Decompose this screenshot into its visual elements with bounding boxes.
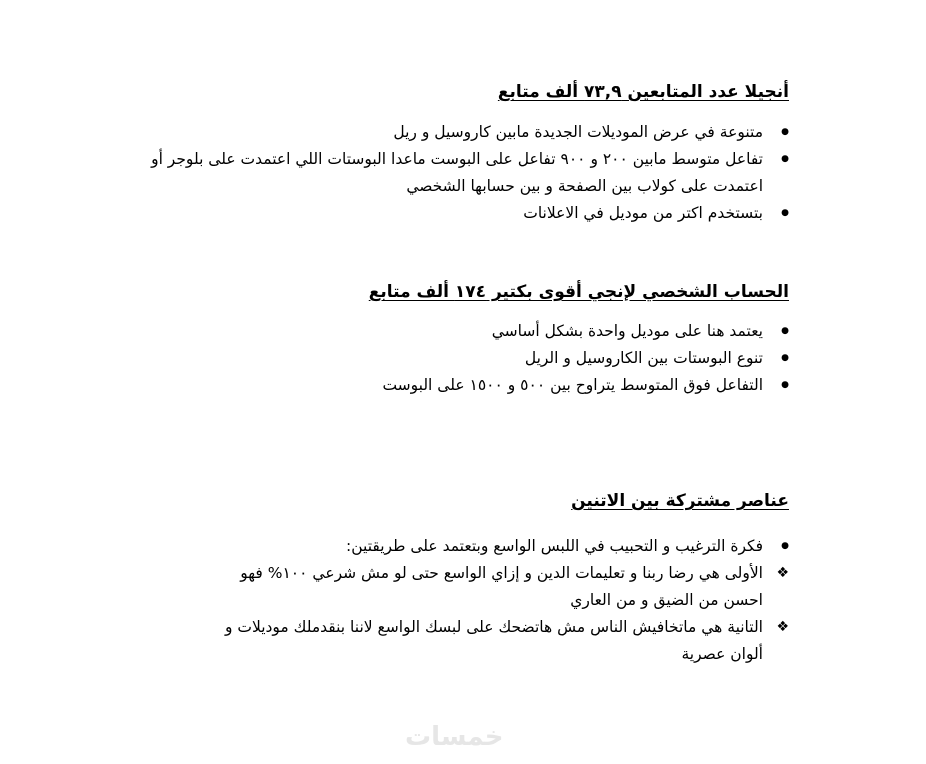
bullet-icon: ● (781, 208, 789, 218)
sublist-item (203, 614, 789, 668)
bullet-icon: ● (781, 154, 789, 164)
bullet-icon: ● (781, 127, 789, 137)
bullet-icon: ● (781, 380, 789, 390)
section3-sublist (203, 560, 789, 668)
list-item (138, 533, 789, 668)
list-item (138, 119, 789, 146)
list-item (138, 345, 789, 372)
section1-heading: أنجيلا عدد المتابعين ٧٣,٩ ألف متابع (497, 82, 789, 102)
section2-list (138, 318, 789, 399)
list-item-text: التفاعل فوق المتوسط يتراوح بين ٥٠٠ و ١٥٠٠ على البوست (382, 376, 763, 394)
sublist-item-text: التانية هي ماتخافيش الناس مش هاتضحك على لبسك الواسع لاننا بنقدملك موديلات و ألوان عصرية (224, 618, 763, 663)
list-item-text: يعتمد هنا على موديل واحدة بشكل أساسي (491, 322, 763, 340)
section1-list (138, 119, 789, 227)
bullet-icon: ● (781, 353, 789, 363)
section2-heading: الحساب الشخصي لإنجي أقوى بكتير ١٧٤ ألف متابع (368, 282, 789, 302)
list-item-text: فكرة الترغيب و التحبيب في اللبس الواسع وبتعتمد على طريقتين: (346, 537, 763, 555)
bullet-icon: ● (781, 326, 789, 336)
list-item-text: متنوعة في عرض الموديلات الجديدة مابين كاروسيل و ريل (393, 123, 763, 141)
sublist-item-text: الأولى هي رضا ربنا و تعليمات الدين و إزاي الواسع حتى لو مش شرعي ١٠٠% فهو احسن من الضيق و من العاري (240, 564, 763, 609)
list-item (138, 200, 789, 227)
list-item-text: تفاعل متوسط مابين ٢٠٠ و ٩٠٠ تفاعل على البوست ماعدا البوستات اللي اعتمدت على بلوجر أو اعتمدت على كولاب بين الصفحة و بين حسابها الشخصي (151, 150, 763, 195)
section3-heading: عناصر مشتركة بين الاتنين (571, 491, 789, 511)
list-item-text: بتستخدم اكتر من موديل في الاعلانات (523, 204, 763, 222)
diamond-bullet-icon: ❖ (776, 619, 789, 635)
bullet-icon: ● (781, 541, 789, 551)
diamond-bullet-icon: ❖ (776, 565, 789, 581)
sublist-item (203, 560, 789, 614)
watermark-logo: خمسات (405, 722, 504, 752)
list-item (138, 318, 789, 345)
section3-list (138, 533, 789, 668)
list-item-text: تنوع البوستات بين الكاروسيل و الريل (524, 349, 763, 367)
list-item (138, 372, 789, 399)
list-item (138, 146, 789, 200)
